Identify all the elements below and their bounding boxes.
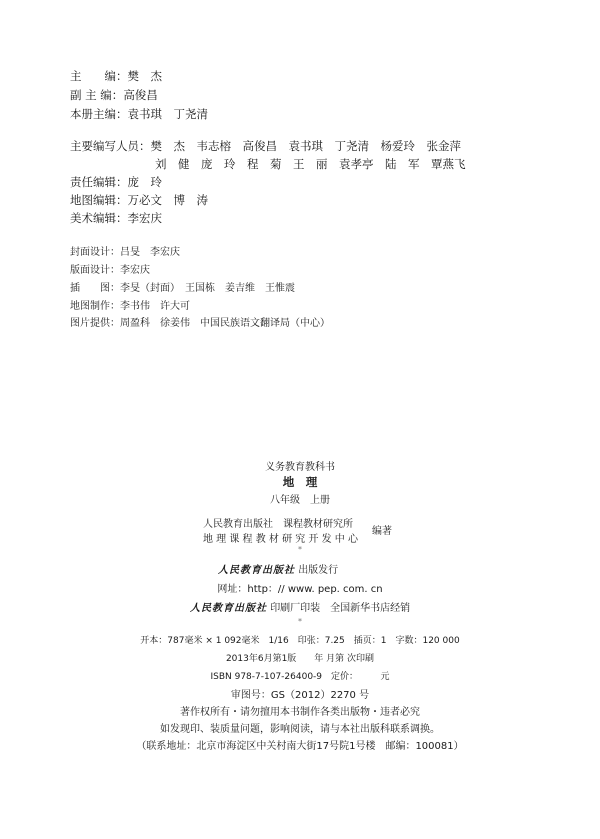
responsible-editor-value: 庞 玲: [127, 175, 162, 189]
image-source-line: [70, 314, 330, 329]
chief-editor-label: 主 编：: [70, 69, 128, 83]
deputy-editor-line: [70, 87, 158, 103]
volume-editor-label: 本册主编：: [70, 107, 128, 121]
publisher-line-2: 地 理 课 程 教 材 研 究 开 发 中 心: [203, 534, 358, 545]
book-title: 地 理: [282, 475, 318, 489]
main-writers-row2: 刘 健 庞 玲 程 菊 王 丽 袁孝亭 陆 军 覃燕飞: [155, 157, 466, 171]
map-making-label: 地图制作：: [70, 301, 120, 312]
grade-volume: 八年级 上册: [270, 495, 330, 506]
volume-editor-value: 袁书琪 丁尧清: [127, 107, 208, 121]
deputy-editor-label: 副 主 编：: [70, 88, 124, 102]
deputy-editor-value: 高俊昌: [123, 88, 158, 102]
responsible-editor-label: 责任编辑：: [70, 175, 128, 189]
map-making-line: [70, 297, 190, 312]
image-source-value: 周盈科 徐姜伟 中国民族语文翻译局（中心）: [120, 318, 330, 329]
map-editor-value: 万必文 博 涛: [127, 193, 208, 207]
contact-address: （联系地址：北京市海淀区中关村南大街17号院1号楼 邮编：100081）: [136, 741, 464, 752]
main-writers-line: [70, 138, 461, 154]
main-writers-row1: 樊 杰 韦志榕 高俊昌 袁书琪 丁尧清 杨爱玲 张金萍: [150, 139, 461, 153]
cover-design-label: 封面设计：: [70, 247, 120, 258]
website: 网址：http：// www. pep. com. cn: [217, 584, 383, 595]
map-making-value: 李书伟 许大可: [120, 301, 190, 312]
publisher-issue-line: [218, 561, 338, 576]
printing-text: 印刷厂印装 全国新华书店经销: [270, 603, 411, 614]
responsible-editor-line: [70, 174, 162, 190]
issue-text: 出版发行: [298, 565, 339, 576]
review-number: 审图号：GS（2012）2270 号: [230, 690, 370, 701]
illustration-value: 李旻（封面） 王国栋 姜吉维 王惟震: [120, 283, 295, 294]
volume-editor-line: [70, 106, 208, 122]
separator-star-2: *: [298, 617, 302, 626]
series-name: 义务教育教科书: [265, 462, 335, 473]
illustration-label: 插 图：: [70, 283, 120, 294]
map-editor-line: [70, 192, 208, 208]
publisher-line-1: 人民教育出版社 课程教材研究所: [203, 519, 353, 530]
illustration-line: [70, 279, 295, 294]
quality-notice: 如发现印、装质量问题，影响阅读，请与本社出版科联系调换。: [160, 724, 440, 735]
edition-info: 2013年6月第1版 年 月第 次印刷: [225, 654, 375, 664]
chief-editor-line: [70, 68, 162, 84]
separator-star-1: *: [298, 545, 302, 554]
image-source-label: 图片提供：: [70, 318, 120, 329]
art-editor-value: 李宏庆: [127, 211, 162, 225]
compiled-label: 编著: [372, 526, 392, 537]
layout-design-line: [70, 261, 150, 276]
printing-line: [190, 599, 410, 614]
art-editor-line: [70, 210, 162, 226]
publisher-logo-text: 人民教育出版社: [218, 565, 295, 576]
chief-editor-value: 樊 杰: [127, 69, 162, 83]
isbn-info: ISBN 978-7-107-26400-9 定价： 元: [210, 672, 390, 682]
copyright-notice: 著作权所有・请勿擅用本书制作各类出版物・违者必究: [180, 707, 420, 718]
cover-design-value: 吕旻 李宏庆: [120, 247, 180, 258]
map-editor-label: 地图编辑：: [70, 193, 128, 207]
art-editor-label: 美术编辑：: [70, 211, 128, 225]
layout-design-value: 李宏庆: [120, 265, 150, 276]
main-writers-label: 主要编写人员：: [70, 139, 151, 153]
format-info: 开本：787毫米 × 1 092毫米 1/16 印张：7.25 插页：1 字数：120 000: [140, 636, 460, 646]
layout-design-label: 版面设计：: [70, 265, 120, 276]
cover-design-line: [70, 243, 180, 258]
publisher-logo-text-2: 人民教育出版社: [190, 603, 267, 614]
